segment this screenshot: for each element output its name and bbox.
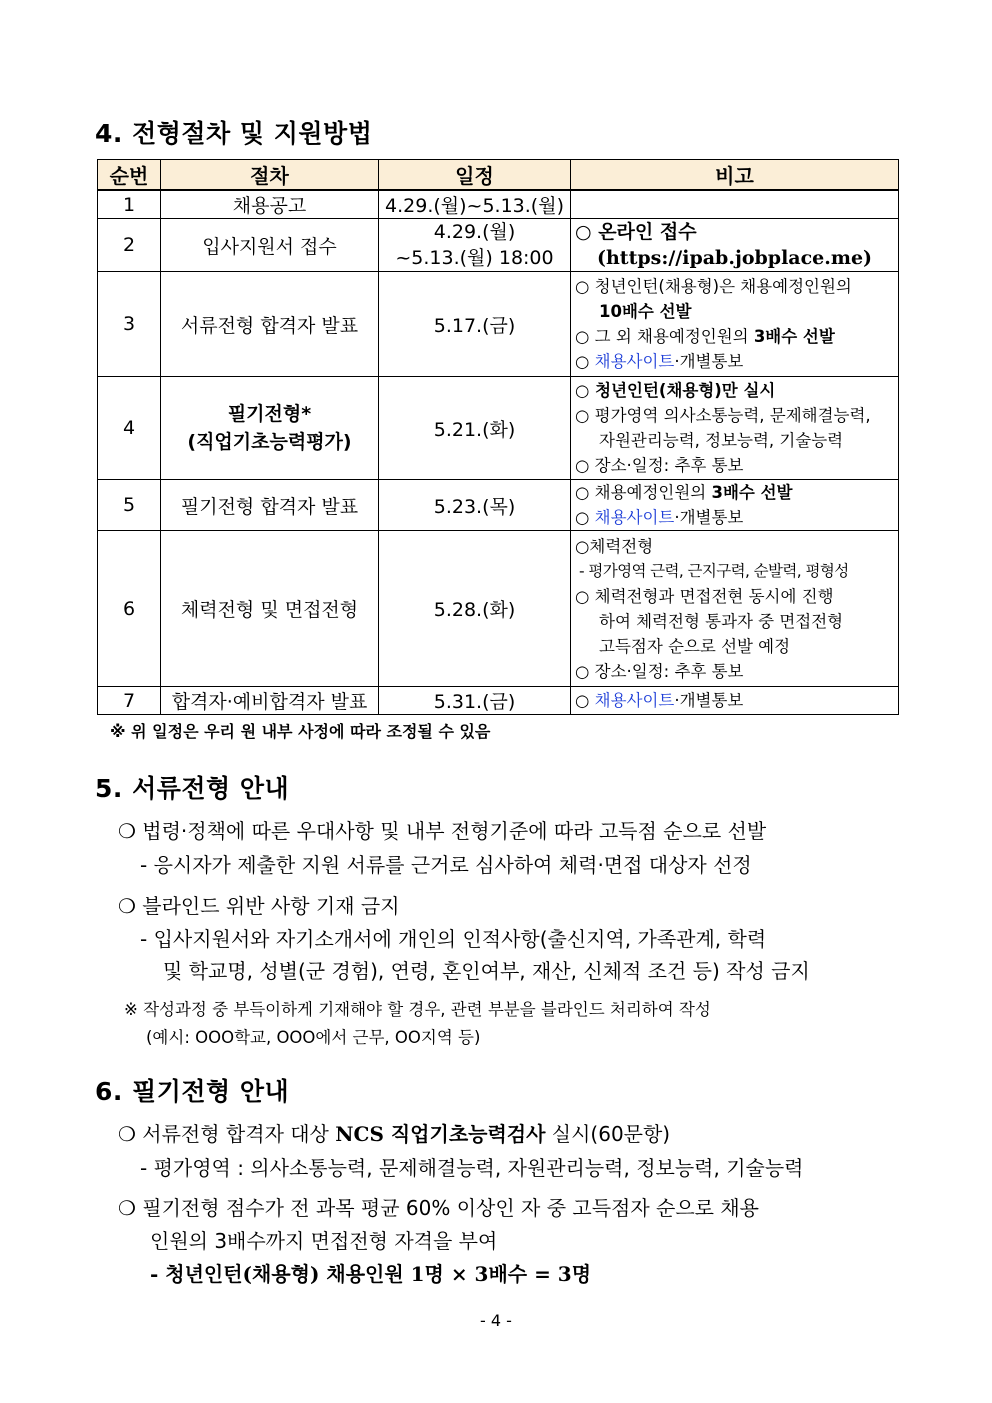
row-note bbox=[571, 272, 899, 377]
row-note bbox=[571, 480, 899, 531]
note-line: 고득점자 순으로 선발 예정 bbox=[599, 636, 791, 656]
application-url: (https://ipab.jobplace.me) bbox=[597, 247, 873, 269]
row-date: 4.29.(월)~5.13.(월) bbox=[379, 190, 571, 219]
header-no: 순번 bbox=[98, 160, 161, 191]
row-no: 1 bbox=[98, 190, 161, 219]
table-row bbox=[98, 687, 899, 715]
date-line: 4.29.(월) bbox=[433, 221, 516, 243]
row-no: 2 bbox=[98, 219, 161, 272]
row-note bbox=[571, 190, 899, 219]
schedule-table bbox=[97, 159, 899, 715]
note-line bbox=[575, 324, 894, 349]
text: ❍ 서류전형 합격자 대상 bbox=[118, 1122, 336, 1146]
note-line: ○체력전형 bbox=[575, 536, 654, 556]
blind-note: ※ 작성과정 중 부득이하게 기재해야 할 경우, 관련 부분을 블라인드 처리하여 작성 bbox=[124, 1000, 711, 1019]
row-step: 합격자·예비합격자 발표 bbox=[161, 687, 379, 715]
row-note bbox=[571, 219, 899, 272]
page-number: - 4 - bbox=[480, 1311, 512, 1330]
blind-note-example: (예시: OOO학교, OOO에서 근무, OO지역 등) bbox=[146, 1028, 481, 1047]
row-date: 5.23.(목) bbox=[379, 480, 571, 531]
row-no: 4 bbox=[98, 377, 161, 480]
header-date: 일정 bbox=[379, 160, 571, 191]
note-text: ○ bbox=[575, 352, 595, 371]
row-date: 5.17.(금) bbox=[379, 272, 571, 377]
note-line: ○ 체력전형과 면접전현 동시에 진행 bbox=[575, 586, 834, 606]
row-no: 7 bbox=[98, 687, 161, 715]
note-text: ○ 채용예정인원의 bbox=[575, 483, 712, 502]
header-note: 비고 bbox=[571, 160, 899, 191]
table-row bbox=[98, 480, 899, 531]
step-line: (직업기초능력평가) bbox=[187, 431, 352, 453]
schedule-footnote: ※ 위 일정은 우리 원 내부 사정에 따라 조정될 수 있음 bbox=[110, 722, 491, 741]
bullet-ncs-test bbox=[118, 1118, 670, 1147]
sub-bullet: - 입사지원서와 자기소개서에 개인의 인적사항(출신지역, 가족관계, 학력 bbox=[140, 927, 767, 951]
row-date: 5.31.(금) bbox=[379, 687, 571, 715]
note-line bbox=[575, 505, 894, 530]
table-row bbox=[98, 219, 899, 272]
note-line bbox=[575, 349, 894, 374]
date-line: ~5.13.(월) 18:00 bbox=[395, 247, 554, 269]
row-step: 채용공고 bbox=[161, 190, 379, 219]
quota-line: - 청년인턴(채용형) 채용인원 1명 × 3배수 = 3명 bbox=[150, 1262, 592, 1286]
bullet-cont: 인원의 3배수까지 면접전형 자격을 부여 bbox=[150, 1229, 498, 1253]
note-line bbox=[575, 480, 894, 505]
row-step bbox=[161, 377, 379, 480]
note-text: ○ bbox=[575, 691, 595, 710]
recruit-site-link: 채용사이트 bbox=[594, 352, 675, 371]
bullet-preferential-selection: ❍ 법령·정책에 따른 우대사항 및 내부 전형기준에 따라 고득점 순으로 선발 bbox=[118, 819, 767, 843]
note-line: ○ 청년인턴(채용형)은 채용예정인원의 bbox=[575, 277, 852, 296]
step-line: 필기전형* bbox=[227, 403, 312, 425]
sub-bullet: - 응시자가 제출한 지원 서류를 근거로 심사하여 체력·면접 대상자 선정 bbox=[140, 853, 752, 877]
note-line: ○ 평가영역 의사소통능력, 문제해결능력, bbox=[575, 406, 871, 425]
note-text: ·개별통보 bbox=[674, 352, 744, 371]
row-step: 체력전형 및 면접전형 bbox=[161, 531, 379, 687]
note-line: ○ 장소·일정: 추후 통보 bbox=[575, 456, 744, 475]
row-step: 서류전형 합격자 발표 bbox=[161, 272, 379, 377]
note-text: ·개별통보 bbox=[674, 691, 744, 710]
section-5-title: 5. 서류전형 안내 bbox=[95, 774, 290, 803]
note-line: 하여 체력전형 통과자 중 면접전형 bbox=[599, 611, 844, 631]
note-line: 10배수 선발 bbox=[599, 302, 692, 321]
bullet-selection-criteria: ❍ 필기전형 점수가 전 과목 평균 60% 이상인 자 중 고득점자 순으로 채용 bbox=[118, 1196, 759, 1220]
table-row bbox=[98, 531, 899, 687]
note-text: ·개별통보 bbox=[674, 508, 744, 527]
sub-bullet-cont: 및 학교명, 성별(군 경험), 연령, 혼인여부, 재산, 신체적 조건 등) 작성 금지 bbox=[163, 959, 810, 983]
note-line: ○ 청년인턴(채용형)만 실시 bbox=[575, 381, 776, 400]
note-line: 자원관리능력, 정보능력, 기술능력 bbox=[599, 431, 844, 450]
row-note bbox=[571, 687, 899, 715]
recruit-site-link: 채용사이트 bbox=[594, 691, 675, 710]
row-date bbox=[379, 219, 571, 272]
row-no: 6 bbox=[98, 531, 161, 687]
note-line bbox=[575, 688, 894, 713]
row-no: 3 bbox=[98, 272, 161, 377]
text: 실시(60문항) bbox=[545, 1122, 671, 1146]
row-step: 입사지원서 접수 bbox=[161, 219, 379, 272]
table-row bbox=[98, 272, 899, 377]
note-text: ○ bbox=[575, 508, 595, 527]
row-date: 5.21.(화) bbox=[379, 377, 571, 480]
table-header-row bbox=[98, 160, 899, 191]
ncs-test-name: NCS 직업기초능력검사 bbox=[335, 1122, 546, 1146]
note-line: ○ 장소·일정: 추후 통보 bbox=[575, 661, 744, 681]
row-note bbox=[571, 531, 899, 687]
section-4-title: 4. 전형절차 및 지원방법 bbox=[95, 119, 373, 148]
note-text: ○ 그 외 채용예정인원의 bbox=[575, 327, 754, 346]
note-line: - 평가영역 근력, 근지구력, 순발력, 평형성 bbox=[579, 561, 849, 580]
section-6-title: 6. 필기전형 안내 bbox=[95, 1077, 290, 1106]
recruit-site-link: 채용사이트 bbox=[594, 508, 675, 527]
table-row bbox=[98, 190, 899, 219]
row-no: 5 bbox=[98, 480, 161, 531]
table-row bbox=[98, 377, 899, 480]
row-step: 필기전형 합격자 발표 bbox=[161, 480, 379, 531]
sub-bullet: - 평가영역 : 의사소통능력, 문제해결능력, 자원관리능력, 정보능력, 기술능력 bbox=[140, 1156, 804, 1180]
row-note bbox=[571, 377, 899, 480]
row-date: 5.28.(화) bbox=[379, 531, 571, 687]
note-emphasis: 3배수 선발 bbox=[753, 327, 835, 346]
note-emphasis: 3배수 선발 bbox=[711, 483, 793, 502]
note-line: ○ 온라인 접수 bbox=[575, 221, 697, 243]
header-step: 절차 bbox=[161, 160, 379, 191]
bullet-blind-rule: ❍ 블라인드 위반 사항 기재 금지 bbox=[118, 894, 400, 918]
